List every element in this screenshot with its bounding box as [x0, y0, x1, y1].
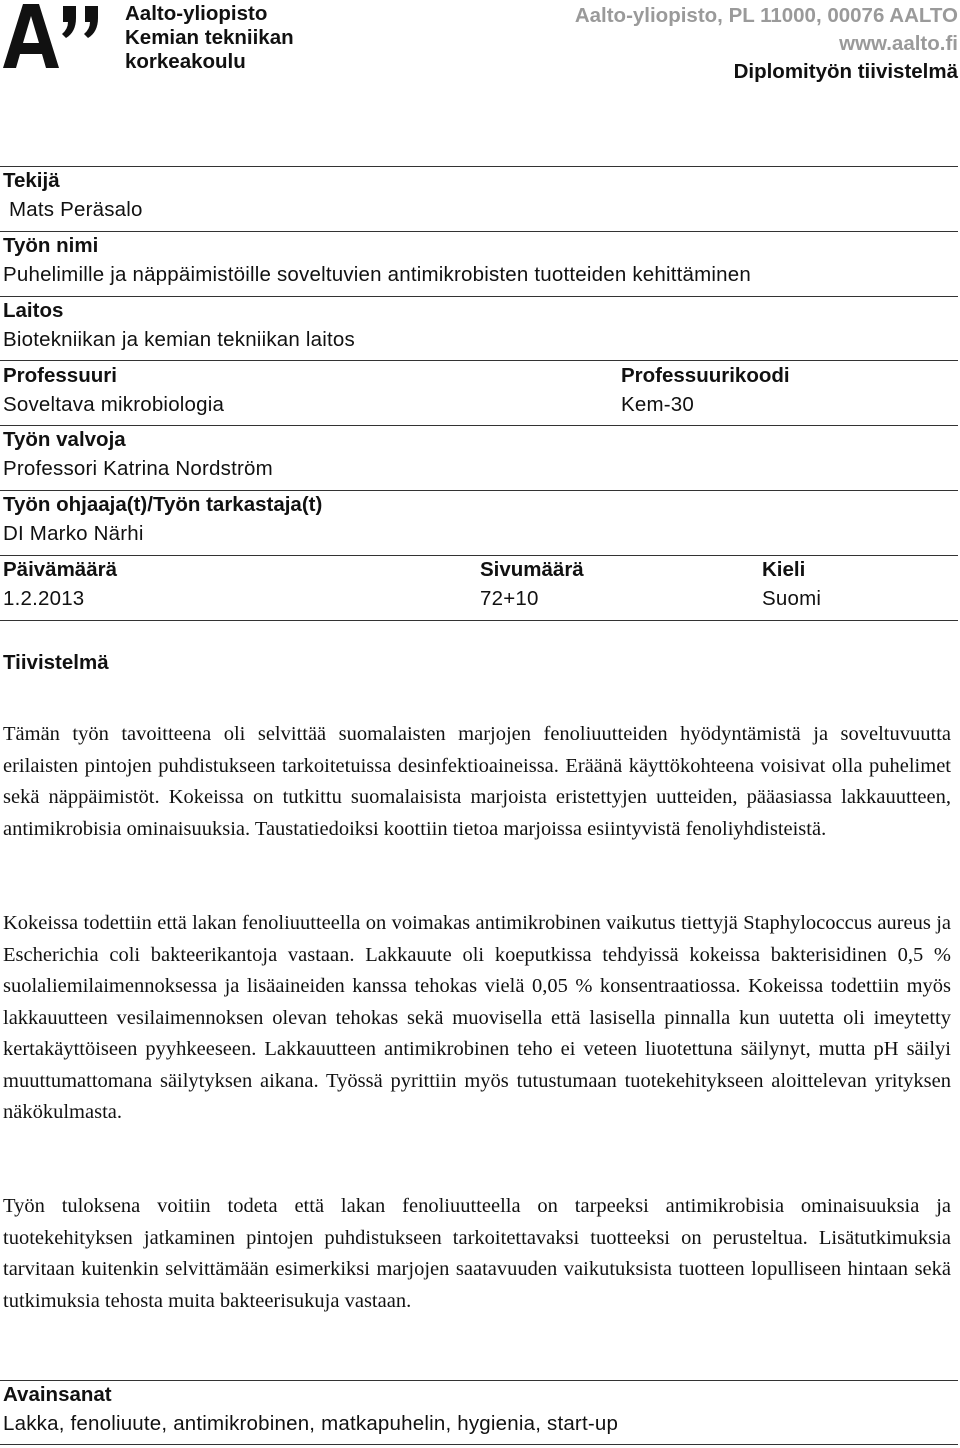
divider — [0, 555, 958, 556]
professorship-code-value: Kem-30 — [621, 393, 694, 416]
professorship-code-label: Professuurikoodi — [621, 364, 790, 387]
instructor-label: Työn ohjaaja(t)/Työn tarkastaja(t) — [3, 493, 323, 516]
aalto-logo-mark — [3, 2, 107, 70]
author-label: Tekijä — [3, 169, 60, 192]
professorship-value: Soveltava mikrobiologia — [3, 393, 225, 416]
abstract-paragraph-1: Tämän työn tavoitteena oli selvittää suomalaisten marjojen fenoliuutteiden hyödyntämistä ja soveltuvuutta erilaisten pintojen puhdistukseen tarkoitetuissa desinfektioaineissa. Eräänä käyttökohteena voisivat olla puhelimet sekä näppäimistöt. Kokeissa on tutkittu suomalaisista marjoista eristettyjen uutteiden, pääasiassa lakkauutteen, antimikrobisia ominaisuuksia. Taustatiedoiksi koottiin tietoa marjoissa esiintyvistä fenoliyhdisteistä. — [3, 723, 951, 840]
address-block — [575, 2, 958, 86]
divider — [0, 360, 958, 361]
website-link[interactable]: www.aalto.fi — [839, 32, 958, 55]
professorship-label: Professuuri — [3, 364, 117, 387]
date-value: 1.2.2013 — [3, 587, 85, 610]
pages-value: 72+10 — [480, 587, 539, 610]
supervisor-label: Työn valvoja — [3, 428, 126, 451]
divider — [0, 620, 958, 621]
divider — [0, 231, 958, 232]
divider — [0, 296, 958, 297]
abstract-paragraph-3: Työn tuloksena voitiin todeta että lakan fenoliuutteella on tarpeeksi antimikrobisia ominaisuuksia ja tuotekehityksen jatkaminen pintojen puhdistukseen tarkoitettavaksi tuotteeksi on perusteltua. Lisätutkimuksia tarvitaan kuitenkin selvittämään esimerkiksi marjojen saatavuuden vaikutuksista tuotteen lopulliseen hintaan sekä tutkimuksia tehosta muita bakteerisukuja vastaan. — [3, 1195, 951, 1312]
pages-label: Sivumäärä — [480, 558, 584, 581]
title-label: Työn nimi — [3, 234, 99, 257]
date-label: Päivämäärä — [3, 558, 117, 581]
language-label: Kieli — [762, 558, 806, 581]
department-label: Laitos — [3, 299, 64, 322]
keywords-value: Lakka, fenoliuute, antimikrobinen, matkapuhelin, hygienia, start-up — [3, 1412, 619, 1435]
school-name-line-2: Kemian tekniikan — [125, 26, 294, 49]
school-name-line-1: Aalto-yliopisto — [125, 2, 268, 25]
school-name — [125, 2, 294, 74]
divider — [0, 425, 958, 426]
divider — [0, 166, 958, 167]
abstract-paragraph-2: Kokeissa todettiin että lakan fenoliuutteella on voimakas antimikrobinen vaikutus tiettyjä Staphylococcus aureus ja Escherichia coli bakteerikantoja vastaan. Lakkauute oli koeputkissa tehdyissä kokeissa bakterisidinen 0,5 % suolaliemilaimennoksessa ja lisäaineiden kanssa tehokas vielä 0,05 % konsentraatiossa. Kokeissa todettiin myös lakkauutteen vesilaimennoksen olevan tehokas sekä muovisella että lasisella pinnalla kun uutetta oli imeytetty kertakäyttöiseen pyyhkeeseen. Lakkauutteen antimikrobinen teho ei veteen liuotettuna säilynyt, mutta pH säilyi muuttumattomana säilytyksen aikana. Työssä pyrittiin myös tutustumaan tuotekehitykseen aloittelevan yrityksen näkökulmasta. — [3, 912, 951, 1123]
title-value: Puhelimille ja näppäimistöille soveltuvien antimikrobisten tuotteiden kehittäminen — [3, 263, 751, 286]
author-value: Mats Peräsalo — [9, 198, 143, 221]
divider — [0, 1444, 958, 1445]
document-type: Diplomityön tiivistelmä — [733, 60, 958, 83]
divider — [0, 1380, 958, 1381]
postal-address: Aalto-yliopisto, PL 11000, 00076 AALTO — [574, 4, 958, 27]
keywords-label: Avainsanat — [3, 1383, 112, 1406]
supervisor-value: Professori Katrina Nordström — [3, 457, 273, 480]
abstract-heading: Tiivistelmä — [3, 651, 109, 674]
divider — [0, 490, 958, 491]
language-value: Suomi — [762, 587, 822, 610]
school-name-line-3: korkeakoulu — [125, 50, 246, 73]
instructor-value: DI Marko Närhi — [3, 522, 144, 545]
department-value: Biotekniikan ja kemian tekniikan laitos — [3, 328, 355, 351]
